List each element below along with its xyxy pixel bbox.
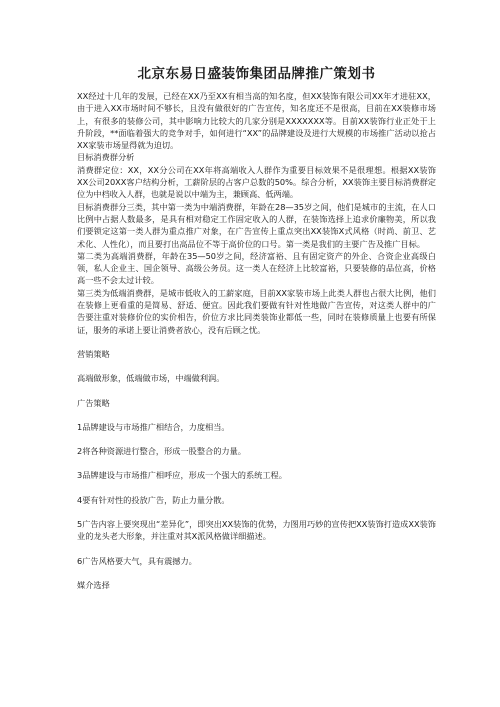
media-heading: 媒介选择	[77, 579, 110, 590]
marketing-heading: 营销策略	[77, 348, 110, 359]
ad-item-5: 5广告内容上要突现出“差异化”，即突出XX装饰的优势，力图用巧妙的宣传把XX装饰打造成XX装饰业的龙头老大形象，并注重对其X派风格做详细描述。	[77, 519, 436, 542]
document-title: 北京东易日盛装饰集团品牌推广策划书	[137, 66, 376, 82]
ad-heading: 广告策略	[77, 397, 110, 408]
group-two-paragraph: 第二类为高端消费群，年龄在35—50岁之间，经济富裕、且有固定资产的外企、合资企业高级白领，私人企业主、国企领导、高级公务员。这一类人在经济上比较富裕，只要装修的品位高，价格高一些不会太过计较。	[77, 250, 436, 286]
group-three-paragraph: 第三类为低端消费群，是城市低收入的工薪家庭，目前XX家装市场上此类人群也占很大比例，他们在装修上更看重的是简易、舒适、便宜。因此我们要做有针对性地做广告宣传，对这类人群中的广告要注重对装修价位的实价相告，价位方求比同类装饰业都低一些，同时在装修质量上也要有所保证，服务的承诺上要让消费者放心，没有后顾之忧。	[77, 287, 436, 335]
intro-paragraph: XX经过十几年的发展，已经在XX乃至XX有相当高的知名度，但XX装饰有限公司XX年才进驻XX，由于进入XX市场时间不够长，且没有做很好的广告宣传，知名度还不是很高，目前在XX装修市场上，有很多的装修公司，其中影响力比较大的几家分别是XXXXXXX等。目前XX装饰行业正处于上升阶段，**面临着强大的竞争对手，如何进行“XX”的品牌建设及进行大规模的市场推广活动以抢占XX家装市场显得就为迫切。	[77, 91, 436, 151]
analysis-heading: 目标消费群分析	[77, 152, 135, 163]
group-one-paragraph: 目标消费群分三类，其中第一类为中端消费群，年龄在28—35岁之间，他们是城市的主流，在人口比例中占据人数最多，是具有相对稳定工作固定收入的人群，在装饰选择上追求价廉物美，所以我们要锁定这第一类人群为重点推广对象，在广告宣传上重点突出XX装饰X式风格（时尚、前卫、艺术化、人性化），而且要打出高品位不等于高价位的口号。第一类是我们的主要广告及推广目标。	[77, 201, 436, 249]
ad-item-1: 1品牌建设与市场推广相结合，力度相当。	[77, 421, 230, 432]
ad-item-3: 3品牌建设与市场推广相呼应，形成一个强大的系统工程。	[77, 470, 287, 481]
consumer-positioning-paragraph: 消费群定位：XX，XX分公司在XX年将高端收入人群作为重要目标效果不是很理想。根据XX装饰XX公司20XX客户结构分析，工薪阶层的占客户总数的50%。综合分析，XX装饰主要目标消费群定位为中档收入人群，也就是说以中端为主，兼顾高、低两端。	[77, 164, 436, 200]
ad-item-6: 6广告风格要大气，具有震撼力。	[77, 555, 197, 566]
ad-item-2: 2将各种资源进行整合，形成一股整合的力量。	[77, 446, 246, 457]
marketing-text: 高端做形象，低端做市场，中端做利润。	[77, 373, 225, 384]
ad-item-4: 4要有针对性的投放广告，防止力量分散。	[77, 494, 230, 505]
